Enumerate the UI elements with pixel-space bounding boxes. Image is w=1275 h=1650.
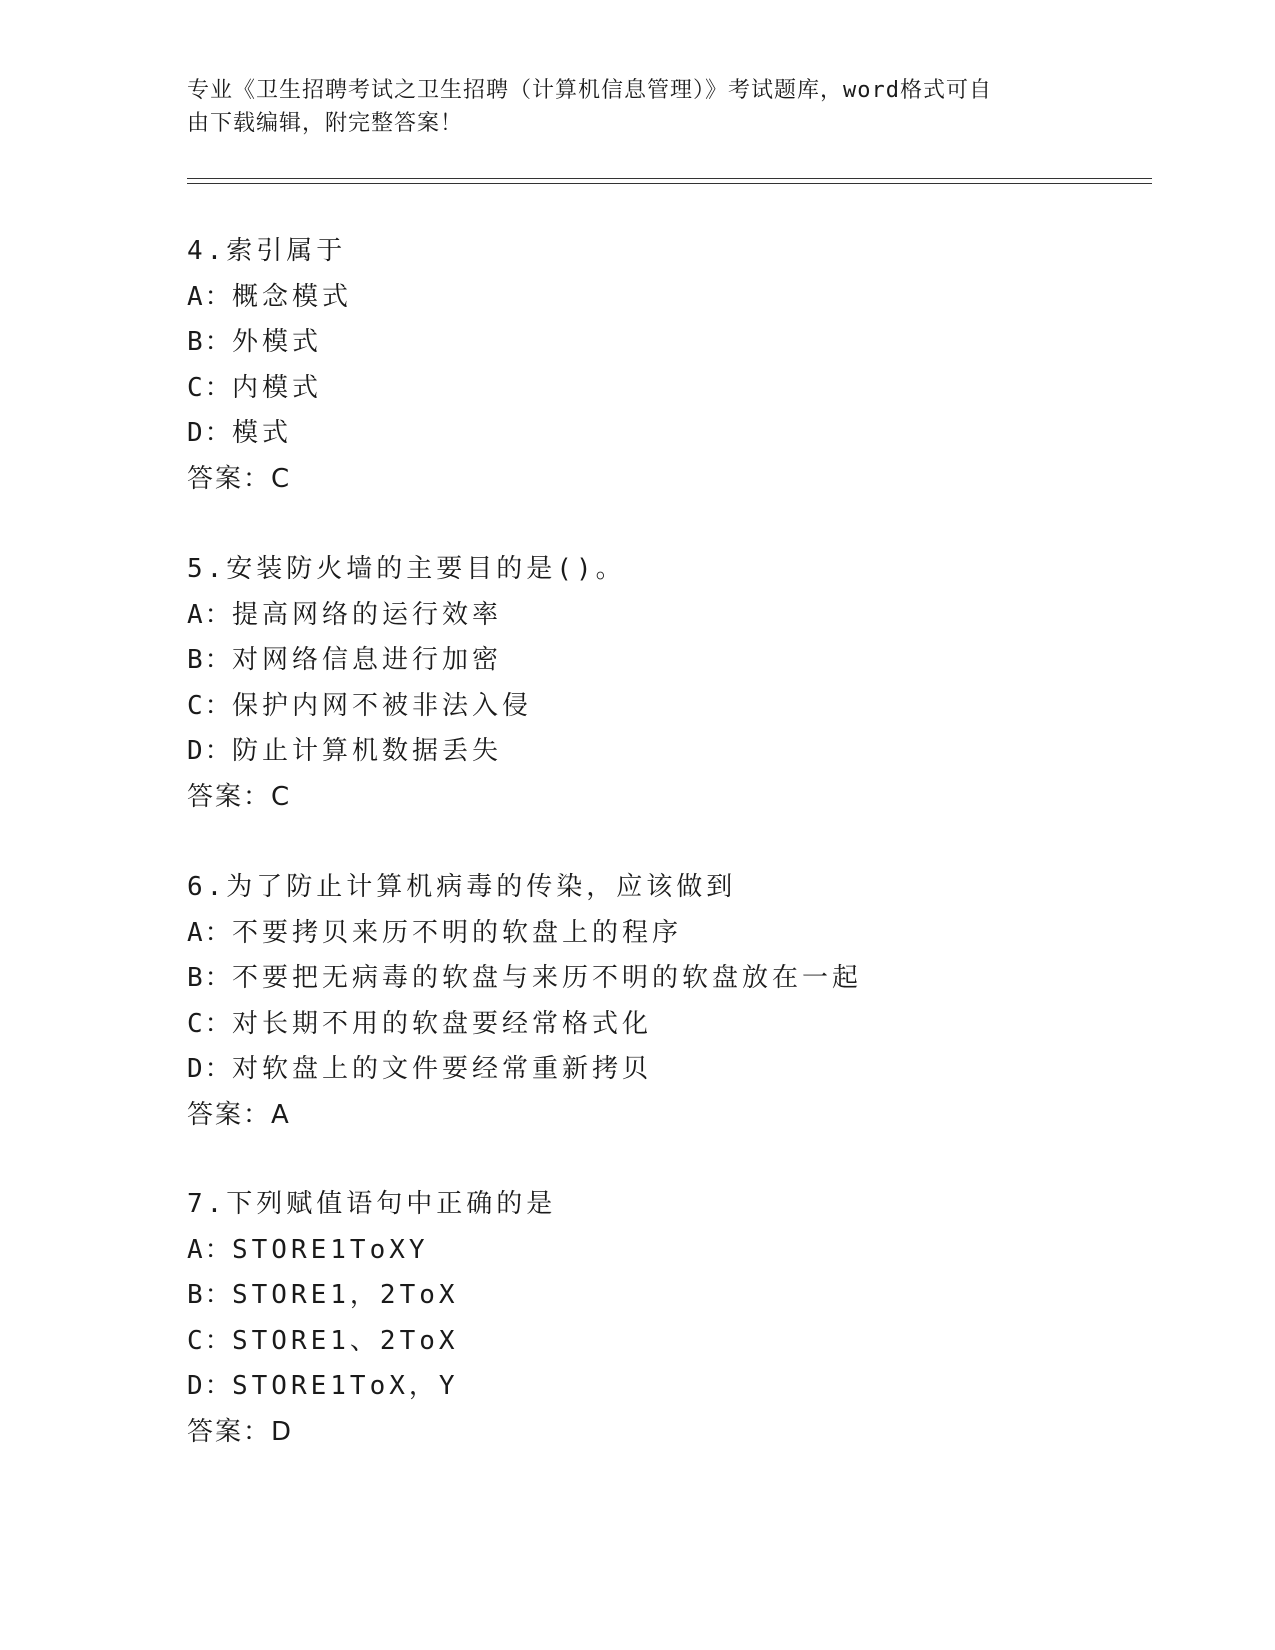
option-c [187,1319,1147,1365]
header-divider-top [187,178,1152,179]
answer-line: 答案：C [187,781,292,812]
option-text: 概念模式 [232,281,353,312]
option-key: D： [187,418,233,448]
header-line-2: 由下载编辑，附完整答案！ [187,111,464,136]
header-line-1: 专业《卫生招聘考试之卫生招聘（计算机信息管理）》考试题库，word格式可自 [187,78,992,103]
option-key: D： [187,1054,233,1084]
option-key: A： [187,281,233,312]
option-text: STORE1，2ToX [232,1280,459,1310]
question-7 [187,1182,1147,1455]
option-text: STORE1ToXY [232,1234,429,1265]
option-d [187,729,1147,775]
answer-line: 答案：A [187,1099,291,1130]
option-key: D： [187,1371,233,1401]
option-text: STORE1、2ToX [232,1325,459,1356]
option-key: C： [187,690,233,721]
option-text: 对网络信息进行加密 [232,645,503,675]
option-c [187,684,1147,730]
document-header [187,74,1087,140]
option-b [187,1273,1147,1319]
option-key: A： [187,1234,233,1265]
header-divider-bottom [187,183,1152,184]
option-key: C： [187,1008,233,1039]
question-stem: 7.下列赋值语句中正确的是 [187,1189,557,1219]
option-key: A： [187,917,233,948]
option-key: B： [187,645,233,675]
option-c [187,366,1147,412]
option-text: 内模式 [232,372,323,403]
option-d [187,411,1147,457]
option-key: C： [187,372,233,403]
option-key: B： [187,327,233,357]
answer-line: 答案：C [187,463,292,494]
option-a [187,911,1147,957]
option-key: B： [187,1280,233,1310]
option-b [187,956,1147,1002]
option-text: 不要把无病毒的软盘与来历不明的软盘放在一起 [232,963,863,993]
option-a [187,593,1147,639]
option-text: 模式 [232,418,293,448]
question-4 [187,229,1147,502]
option-text: 不要拷贝来历不明的软盘上的程序 [232,917,683,948]
option-key: A： [187,599,233,630]
option-text: 保护内网不被非法入侵 [232,690,533,721]
question-stem: 5.安装防火墙的主要目的是()。 [187,554,626,584]
option-key: B： [187,963,233,993]
option-d [187,1047,1147,1093]
option-c [187,1002,1147,1048]
answer-line: 答案：D [187,1416,294,1447]
option-text: 防止计算机数据丢失 [232,736,503,766]
option-d [187,1364,1147,1410]
question-stem: 6.为了防止计算机病毒的传染，应该做到 [187,872,737,902]
option-text: 对软盘上的文件要经常重新拷贝 [232,1054,653,1084]
option-b [187,638,1147,684]
option-text: 外模式 [232,327,323,357]
option-key: C： [187,1325,233,1356]
question-6 [187,865,1147,1138]
question-stem: 4.索引属于 [187,236,347,266]
option-b [187,320,1147,366]
option-text: 对长期不用的软盘要经常格式化 [232,1008,653,1039]
question-5 [187,547,1147,820]
option-a [187,275,1147,321]
option-key: D： [187,736,233,766]
option-text: STORE1ToX，Y [232,1371,459,1401]
option-a [187,1228,1147,1274]
option-text: 提高网络的运行效率 [232,599,503,630]
